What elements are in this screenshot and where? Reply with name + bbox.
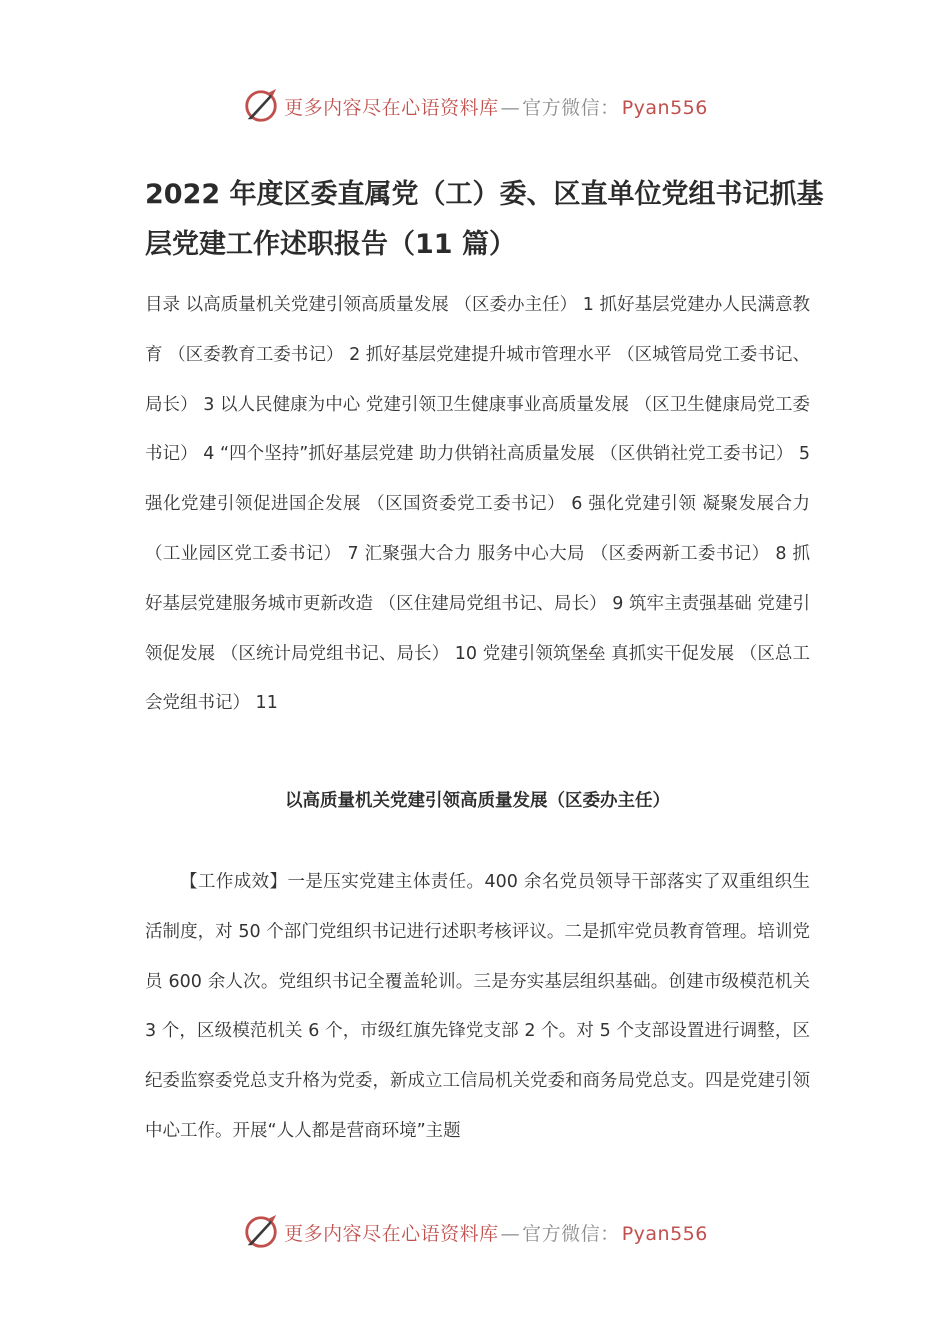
banner-dash: — bbox=[500, 96, 521, 119]
banner-wechat-id: Pyan556 bbox=[621, 96, 708, 119]
quill-logo-icon bbox=[242, 87, 280, 125]
section-heading: 以高质量机关党建引领高质量发展（区委办主任） bbox=[285, 791, 670, 811]
banner-text bbox=[284, 93, 708, 120]
quill-logo-icon bbox=[242, 1213, 280, 1251]
banner-text bbox=[284, 1219, 708, 1246]
banner-wechat-label: 官方微信： bbox=[522, 1222, 620, 1245]
banner-wechat-id: Pyan556 bbox=[621, 1222, 708, 1245]
header-banner bbox=[0, 86, 950, 126]
banner-dash: — bbox=[500, 1222, 521, 1245]
body-paragraph: 【工作成效】一是压实党建主体责任。400 余名党员领导干部落实了双重组织生活制度，对 50 个部门党组织书记进行述职考核评议。二是抓牢党员教育管理。培训党员 600 余人次。党组织书记全覆盖轮训。三是夯实基层组织基础。创建市级模范机关 3 个，区级模范机关 6 个，市级红旗先锋党支部 2 个。对 5 个支部设置进行调整，区纪委监察委党总支升格为党委，新成立工信局机关党委和商务局党总支。四是党建引领中心工作。开展“人人都是营商环境”主题 bbox=[145, 872, 810, 1141]
footer-banner bbox=[0, 1212, 950, 1252]
banner-main-text: 更多内容尽在心语资料库 bbox=[284, 96, 499, 119]
table-of-contents: 目录 以高质量机关党建引领高质量发展 （区委办主任） 1 抓好基层党建办人民满意教育 （区委教育工委书记） 2 抓好基层党建提升城市管理水平 （区城管局党工委书记、局长） 3 以人民健康为中心 党建引领卫生健康事业高质量发展 （区卫生健康局党工委书记） 4 “四个坚持”抓好基层党建 助力供销社高质量发展 （区供销社党工委书记） 5 强化党建引领促进国企发展 （区国资委党工委书记） 6 强化党建引领 凝聚发展合力 （工业园区党工委书记） 7 汇聚强大合力 服务中心大局 （区委两新工委书记） 8 抓好基层党建服务城市更新改造 （区住建局党组书记、局长） 9 筑牢主责强基础 党建引领促发展 （区统计局党组书记、局长） 10 党建引领筑堡垒 真抓实干促发展 （区总工会党组书记） 11 bbox=[145, 295, 810, 714]
banner-wechat-label: 官方微信： bbox=[522, 96, 620, 119]
banner-main-text: 更多内容尽在心语资料库 bbox=[284, 1222, 499, 1245]
document-title: 2022 年度区委直属党（工）委、区直单位党组书记抓基层党建工作述职报告（11 篇） bbox=[145, 179, 824, 260]
